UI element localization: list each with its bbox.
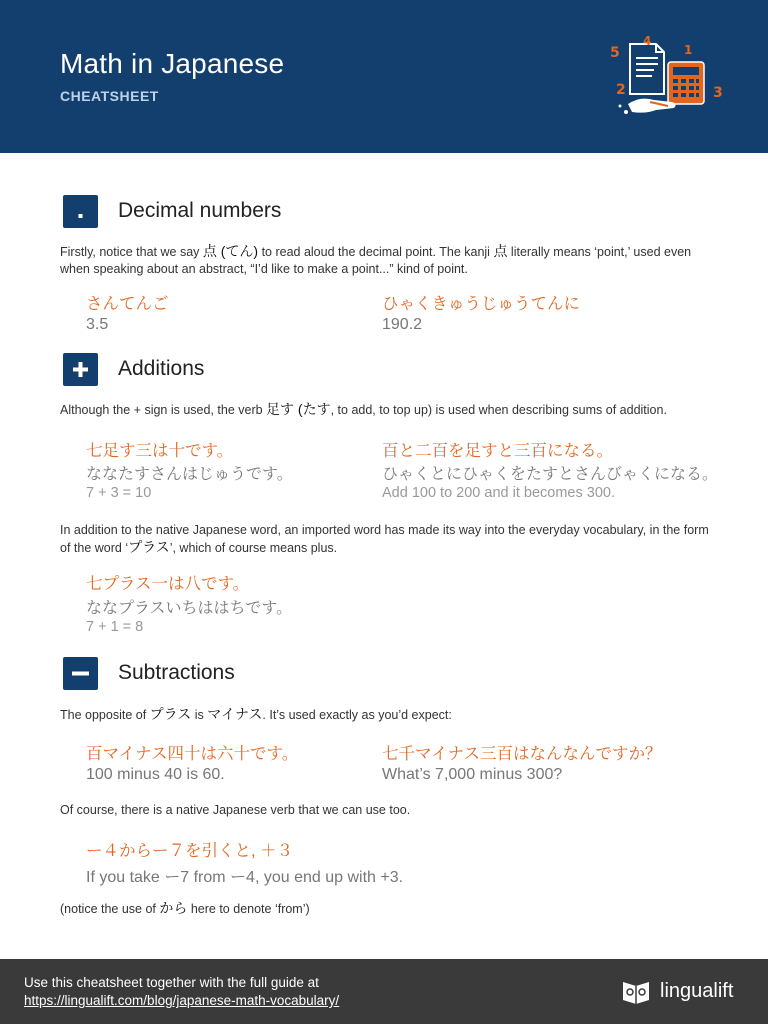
subtractions-intro-2: Of course, there is a native Japanese verb that we can use too.	[60, 803, 411, 817]
subtractions-note: (notice the use of から here to denote ‘from’)	[60, 900, 310, 916]
additions-intro: Although the + sign is used, the verb 足す (たす, to add, to top up) is used when describing sums of addition.	[60, 401, 667, 417]
lingualift-logo-text: lingualift	[660, 980, 734, 1002]
addition-example-meaning: 7 + 1 = 8	[86, 619, 144, 635]
addition-example-meaning: Add 100 to 200 and it becomes 300.	[382, 485, 615, 501]
illustration-number: 5	[610, 45, 620, 61]
minus-icon	[63, 657, 98, 690]
page-subtitle: CHEATSHEET	[60, 88, 159, 104]
addition-example-meaning: 7 + 3 = 10	[86, 485, 152, 501]
addition-example-jp: 七プラス一は八です。	[86, 575, 250, 593]
addition-example-jp: 百と二百を足すと三百になる。	[382, 442, 613, 460]
decimal-example-value: 190.2	[382, 316, 423, 333]
subtraction-example-meaning: What’s 7,000 minus 300?	[382, 766, 563, 783]
illustration-number: 4	[643, 34, 652, 48]
decimal-example-jp: さんてんご	[86, 295, 169, 313]
section-title-subtractions: Subtractions	[118, 661, 235, 684]
illustration-number: 2	[616, 82, 626, 98]
addition-example-reading: ななたすさんはじゅうです。	[86, 466, 293, 483]
subtraction-example-meaning: If you take ー7 from ー4, you end up with +3.	[86, 869, 404, 886]
subtractions-intro: The opposite of プラス is マイナス. It’s used exactly as you’d expect:	[60, 706, 452, 722]
guide-link[interactable]: https://lingualift.com/blog/japanese-math-vocabulary/	[24, 993, 340, 1008]
addition-example-jp: 七足す三は十です。	[86, 442, 234, 460]
illustration-number: 1	[684, 43, 693, 57]
footer-bar	[0, 959, 768, 1024]
footer-text: Use this cheatsheet together with the full guide at	[24, 975, 319, 990]
subtraction-example-jp: ー４からー７を引くと, ＋３	[86, 842, 294, 860]
plus-icon	[63, 353, 98, 386]
header-banner	[0, 0, 768, 153]
decimal-example-jp: ひゃくきゅうじゅうてんに	[382, 295, 580, 313]
lingualift-book-icon	[621, 978, 651, 1006]
section-title-decimal: Decimal numbers	[118, 199, 282, 222]
decimal-intro: Firstly, notice that we say 点 (てん) to read aloud the decimal point. The kanji 点 literally means ‘point,’ used even when speaking about an abstract, “I’d like to make a point...” kind of point.	[60, 243, 692, 276]
document-calculator-icon	[606, 30, 728, 122]
additions-intro-2: In addition to the native Japanese word, an imported word has made its way into the everyday vocabulary, in the form of the word ‘プラス’, which of course means plus.	[60, 523, 709, 555]
illustration-number: 3	[713, 85, 723, 101]
subtraction-example-jp: 七千マイナス三百はなんなんですか？	[382, 745, 662, 763]
subtraction-example-meaning: 100 minus 40 is 60.	[86, 766, 225, 783]
section-title-additions: Additions	[118, 357, 205, 380]
decimal-example-value: 3.5	[86, 316, 109, 333]
decimal-point-icon	[63, 195, 98, 228]
subtraction-example-jp: 百マイナス四十は六十です。	[86, 745, 299, 763]
addition-example-reading: ひゃくとにひゃくをたすとさんびゃくになる。	[382, 466, 719, 483]
page-title: Math in Japanese	[60, 48, 285, 79]
addition-example-reading: ななプラスいちははちです。	[86, 600, 293, 617]
